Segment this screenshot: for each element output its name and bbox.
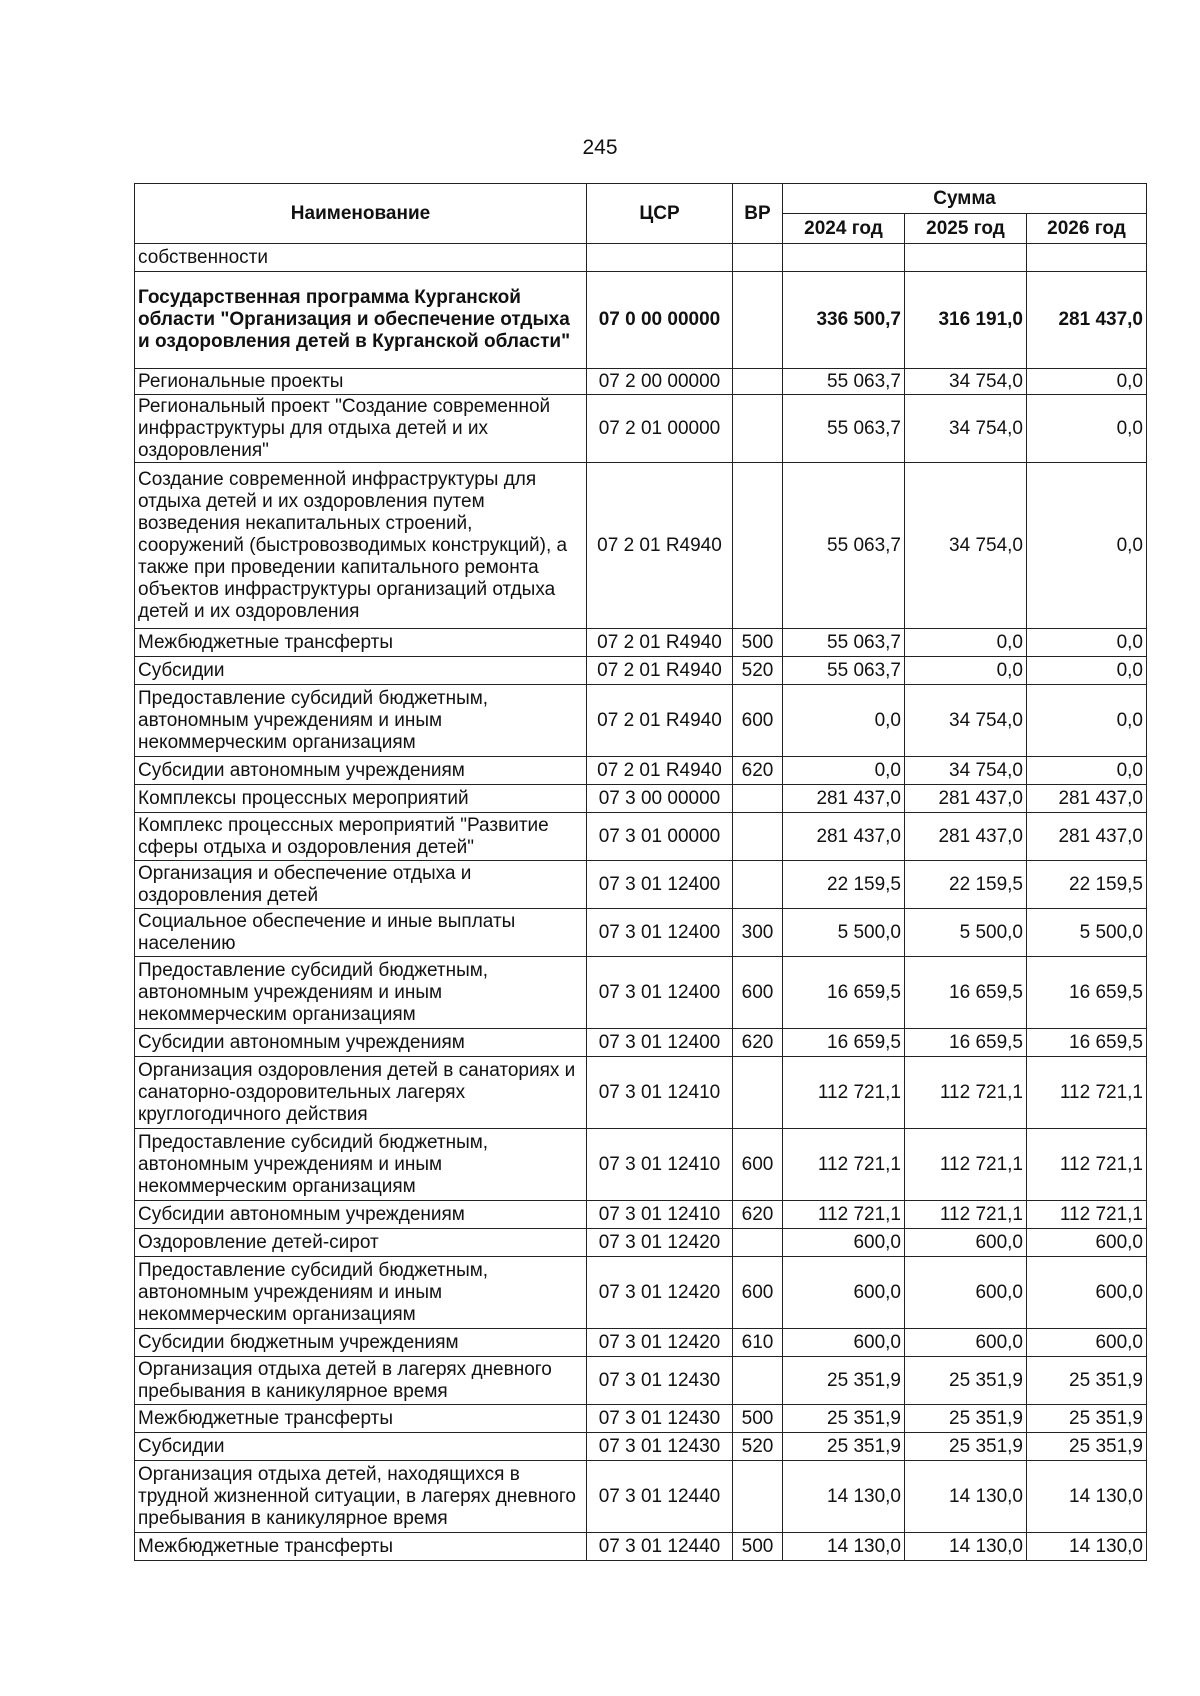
row-vr-cell: 600 <box>733 685 783 757</box>
row-value-2024: 25 351,9 <box>783 1357 905 1405</box>
row-value-2026: 0,0 <box>1027 395 1147 463</box>
header-vr: ВР <box>733 184 783 244</box>
row-name-cell: Субсидии <box>135 657 587 685</box>
row-csr-cell: 07 2 01 R4940 <box>587 629 733 657</box>
row-value-2024: 112 721,1 <box>783 1057 905 1129</box>
table-row <box>135 1405 1147 1433</box>
row-name-cell: Межбюджетные трансферты <box>135 1405 587 1433</box>
table-row <box>135 272 1147 369</box>
row-value-2025: 600,0 <box>905 1229 1027 1257</box>
table-row <box>135 909 1147 957</box>
table-row <box>135 785 1147 813</box>
row-name-cell: Региональный проект "Создание современной инфраструктуры для отдыха детей и их оздоровления" <box>135 395 587 463</box>
row-value-2025: 600,0 <box>905 1257 1027 1329</box>
row-value-2026: 112 721,1 <box>1027 1057 1147 1129</box>
row-vr-cell <box>733 463 783 629</box>
row-vr-cell <box>733 1057 783 1129</box>
row-name-cell: Предоставление субсидий бюджетным, автономным учреждениям и иным некоммерческим организациям <box>135 957 587 1029</box>
row-name-cell: Субсидии бюджетным учреждениям <box>135 1329 587 1357</box>
header-sum: Сумма <box>783 184 1147 214</box>
row-value-2024: 16 659,5 <box>783 957 905 1029</box>
row-value-2025: 25 351,9 <box>905 1433 1027 1461</box>
row-value-2026: 25 351,9 <box>1027 1405 1147 1433</box>
row-value-2026: 25 351,9 <box>1027 1433 1147 1461</box>
row-value-2024: 25 351,9 <box>783 1405 905 1433</box>
row-value-2024: 14 130,0 <box>783 1533 905 1561</box>
row-value-2025: 34 754,0 <box>905 369 1027 395</box>
row-value-2026: 281 437,0 <box>1027 813 1147 861</box>
row-csr-cell: 07 0 00 00000 <box>587 272 733 369</box>
row-csr-cell: 07 2 01 R4940 <box>587 463 733 629</box>
row-csr-cell: 07 3 01 12420 <box>587 1229 733 1257</box>
table-row <box>135 1257 1147 1329</box>
table-row <box>135 244 1147 272</box>
row-value-2024: 5 500,0 <box>783 909 905 957</box>
row-value-2025: 14 130,0 <box>905 1533 1027 1561</box>
row-value-2025: 5 500,0 <box>905 909 1027 957</box>
row-value-2025: 34 754,0 <box>905 685 1027 757</box>
row-name-cell: Межбюджетные трансферты <box>135 629 587 657</box>
table-row <box>135 1433 1147 1461</box>
row-csr-cell: 07 2 01 00000 <box>587 395 733 463</box>
row-name-cell: Комплекс процессных мероприятий "Развитие сферы отдыха и оздоровления детей" <box>135 813 587 861</box>
row-name-cell: Государственная программа Курганской области "Организация и обеспечение отдыха и оздоровления детей в Курганской области" <box>135 272 587 369</box>
row-value-2025: 14 130,0 <box>905 1461 1027 1533</box>
row-value-2026: 16 659,5 <box>1027 1029 1147 1057</box>
row-value-2024: 25 351,9 <box>783 1433 905 1461</box>
row-csr-cell: 07 3 01 12400 <box>587 909 733 957</box>
row-value-2026: 16 659,5 <box>1027 957 1147 1029</box>
row-value-2026: 112 721,1 <box>1027 1129 1147 1201</box>
row-value-2026: 112 721,1 <box>1027 1201 1147 1229</box>
row-vr-cell <box>733 861 783 909</box>
row-name-cell: Предоставление субсидий бюджетным, автономным учреждениям и иным некоммерческим организациям <box>135 1129 587 1201</box>
header-year-2026: 2026 год <box>1027 214 1147 244</box>
row-csr-cell: 07 3 01 12440 <box>587 1461 733 1533</box>
row-value-2025: 16 659,5 <box>905 957 1027 1029</box>
table-body <box>135 244 1147 1561</box>
table-row <box>135 685 1147 757</box>
row-name-cell: Субсидии <box>135 1433 587 1461</box>
row-vr-cell <box>733 1229 783 1257</box>
row-value-2025: 112 721,1 <box>905 1057 1027 1129</box>
row-value-2024: 55 063,7 <box>783 463 905 629</box>
row-value-2026: 0,0 <box>1027 657 1147 685</box>
row-vr-cell: 520 <box>733 657 783 685</box>
table-row <box>135 369 1147 395</box>
budget-table <box>134 183 1147 1561</box>
table-row <box>135 395 1147 463</box>
row-value-2026: 600,0 <box>1027 1329 1147 1357</box>
row-value-2026: 0,0 <box>1027 463 1147 629</box>
row-csr-cell: 07 3 01 12420 <box>587 1257 733 1329</box>
row-value-2025: 281 437,0 <box>905 785 1027 813</box>
row-value-2025: 112 721,1 <box>905 1129 1027 1201</box>
row-value-2024: 16 659,5 <box>783 1029 905 1057</box>
row-name-cell: Региональные проекты <box>135 369 587 395</box>
row-vr-cell <box>733 272 783 369</box>
table-row <box>135 463 1147 629</box>
row-value-2024: 0,0 <box>783 685 905 757</box>
row-value-2025: 16 659,5 <box>905 1029 1027 1057</box>
row-value-2024: 600,0 <box>783 1257 905 1329</box>
row-name-cell: Предоставление субсидий бюджетным, автономным учреждениям и иным некоммерческим организациям <box>135 1257 587 1329</box>
row-csr-cell: 07 2 00 00000 <box>587 369 733 395</box>
row-value-2025: 25 351,9 <box>905 1357 1027 1405</box>
row-name-cell: Комплексы процессных мероприятий <box>135 785 587 813</box>
row-value-2024: 55 063,7 <box>783 369 905 395</box>
row-name-cell: Субсидии автономным учреждениям <box>135 757 587 785</box>
row-name-cell: собственности <box>135 244 587 272</box>
row-vr-cell <box>733 244 783 272</box>
row-name-cell: Организация отдыха детей, находящихся в трудной жизненной ситуации, в лагерях дневного пребывания в каникулярное время <box>135 1461 587 1533</box>
row-name-cell: Социальное обеспечение и иные выплаты населению <box>135 909 587 957</box>
row-vr-cell: 300 <box>733 909 783 957</box>
table-row <box>135 757 1147 785</box>
row-value-2024: 0,0 <box>783 757 905 785</box>
row-name-cell: Организация отдыха детей в лагерях дневного пребывания в каникулярное время <box>135 1357 587 1405</box>
row-value-2026: 5 500,0 <box>1027 909 1147 957</box>
row-vr-cell <box>733 369 783 395</box>
row-value-2026: 14 130,0 <box>1027 1533 1147 1561</box>
row-value-2024 <box>783 244 905 272</box>
row-value-2026: 25 351,9 <box>1027 1357 1147 1405</box>
table-row <box>135 1329 1147 1357</box>
row-value-2025: 34 754,0 <box>905 757 1027 785</box>
table-row <box>135 657 1147 685</box>
row-value-2025: 0,0 <box>905 629 1027 657</box>
row-csr-cell: 07 3 01 12430 <box>587 1433 733 1461</box>
table-row <box>135 1029 1147 1057</box>
row-csr-cell: 07 3 01 00000 <box>587 813 733 861</box>
row-value-2026: 0,0 <box>1027 629 1147 657</box>
row-value-2026: 281 437,0 <box>1027 785 1147 813</box>
row-value-2025: 112 721,1 <box>905 1201 1027 1229</box>
row-csr-cell: 07 3 00 00000 <box>587 785 733 813</box>
row-value-2024: 112 721,1 <box>783 1201 905 1229</box>
row-csr-cell: 07 3 01 12420 <box>587 1329 733 1357</box>
row-vr-cell: 620 <box>733 1201 783 1229</box>
table-row <box>135 1057 1147 1129</box>
row-name-cell: Организация и обеспечение отдыха и оздоровления детей <box>135 861 587 909</box>
table-row <box>135 629 1147 657</box>
row-value-2024: 600,0 <box>783 1229 905 1257</box>
row-vr-cell: 600 <box>733 1257 783 1329</box>
row-value-2025: 316 191,0 <box>905 272 1027 369</box>
row-value-2024: 600,0 <box>783 1329 905 1357</box>
row-name-cell: Субсидии автономным учреждениям <box>135 1029 587 1057</box>
table-row <box>135 1461 1147 1533</box>
row-vr-cell <box>733 1357 783 1405</box>
row-value-2026: 600,0 <box>1027 1257 1147 1329</box>
row-csr-cell: 07 2 01 R4940 <box>587 685 733 757</box>
row-value-2025: 600,0 <box>905 1329 1027 1357</box>
row-value-2026: 281 437,0 <box>1027 272 1147 369</box>
row-value-2024: 281 437,0 <box>783 785 905 813</box>
row-value-2025 <box>905 244 1027 272</box>
row-value-2024: 55 063,7 <box>783 657 905 685</box>
table-row <box>135 1229 1147 1257</box>
row-csr-cell: 07 3 01 12410 <box>587 1057 733 1129</box>
row-csr-cell: 07 3 01 12410 <box>587 1129 733 1201</box>
row-csr-cell <box>587 244 733 272</box>
header-csr: ЦСР <box>587 184 733 244</box>
row-vr-cell: 600 <box>733 1129 783 1201</box>
row-value-2025: 22 159,5 <box>905 861 1027 909</box>
table-row <box>135 1129 1147 1201</box>
row-vr-cell <box>733 813 783 861</box>
header-year-2024: 2024 год <box>783 214 905 244</box>
header-name: Наименование <box>135 184 587 244</box>
row-csr-cell: 07 3 01 12400 <box>587 1029 733 1057</box>
table-row <box>135 813 1147 861</box>
row-vr-cell: 600 <box>733 957 783 1029</box>
row-value-2024: 281 437,0 <box>783 813 905 861</box>
row-vr-cell: 610 <box>733 1329 783 1357</box>
row-name-cell: Создание современной инфраструктуры для отдыха детей и их оздоровления путем возведения некапитальных строений, сооружений (быстровозводимых конструкций), а также при проведении капитального ремонта объектов инфраструктуры организаций отдыха детей и их оздоровления <box>135 463 587 629</box>
row-csr-cell: 07 2 01 R4940 <box>587 757 733 785</box>
row-name-cell: Предоставление субсидий бюджетным, автономным учреждениям и иным некоммерческим организациям <box>135 685 587 757</box>
row-value-2026: 14 130,0 <box>1027 1461 1147 1533</box>
row-value-2024: 336 500,7 <box>783 272 905 369</box>
table-row <box>135 1533 1147 1561</box>
header-year-2025: 2025 год <box>905 214 1027 244</box>
row-name-cell: Оздоровление детей-сирот <box>135 1229 587 1257</box>
row-value-2024: 55 063,7 <box>783 395 905 463</box>
row-value-2026: 0,0 <box>1027 369 1147 395</box>
row-vr-cell: 500 <box>733 1533 783 1561</box>
row-vr-cell: 500 <box>733 1405 783 1433</box>
row-vr-cell <box>733 785 783 813</box>
row-csr-cell: 07 3 01 12440 <box>587 1533 733 1561</box>
row-csr-cell: 07 2 01 R4940 <box>587 657 733 685</box>
row-value-2026: 0,0 <box>1027 685 1147 757</box>
row-csr-cell: 07 3 01 12430 <box>587 1405 733 1433</box>
row-vr-cell: 620 <box>733 757 783 785</box>
table-row <box>135 1357 1147 1405</box>
row-name-cell: Организация оздоровления детей в санаториях и санаторно-оздоровительных лагерях круглогодичного действия <box>135 1057 587 1129</box>
row-value-2024: 22 159,5 <box>783 861 905 909</box>
row-value-2026 <box>1027 244 1147 272</box>
row-csr-cell: 07 3 01 12400 <box>587 861 733 909</box>
row-value-2024: 112 721,1 <box>783 1129 905 1201</box>
row-value-2025: 281 437,0 <box>905 813 1027 861</box>
table-header <box>135 184 1147 244</box>
row-csr-cell: 07 3 01 12400 <box>587 957 733 1029</box>
row-value-2025: 25 351,9 <box>905 1405 1027 1433</box>
row-csr-cell: 07 3 01 12430 <box>587 1357 733 1405</box>
table-row <box>135 1201 1147 1229</box>
row-vr-cell: 500 <box>733 629 783 657</box>
row-value-2025: 34 754,0 <box>905 463 1027 629</box>
row-value-2026: 600,0 <box>1027 1229 1147 1257</box>
row-vr-cell: 620 <box>733 1029 783 1057</box>
row-value-2026: 22 159,5 <box>1027 861 1147 909</box>
row-vr-cell <box>733 1461 783 1533</box>
row-value-2024: 55 063,7 <box>783 629 905 657</box>
row-csr-cell: 07 3 01 12410 <box>587 1201 733 1229</box>
row-value-2025: 0,0 <box>905 657 1027 685</box>
row-value-2024: 14 130,0 <box>783 1461 905 1533</box>
page-number: 245 <box>582 136 618 159</box>
row-vr-cell <box>733 395 783 463</box>
row-vr-cell: 520 <box>733 1433 783 1461</box>
row-name-cell: Субсидии автономным учреждениям <box>135 1201 587 1229</box>
row-name-cell: Межбюджетные трансферты <box>135 1533 587 1561</box>
row-value-2026: 0,0 <box>1027 757 1147 785</box>
row-value-2025: 34 754,0 <box>905 395 1027 463</box>
table-row <box>135 957 1147 1029</box>
table-row <box>135 861 1147 909</box>
